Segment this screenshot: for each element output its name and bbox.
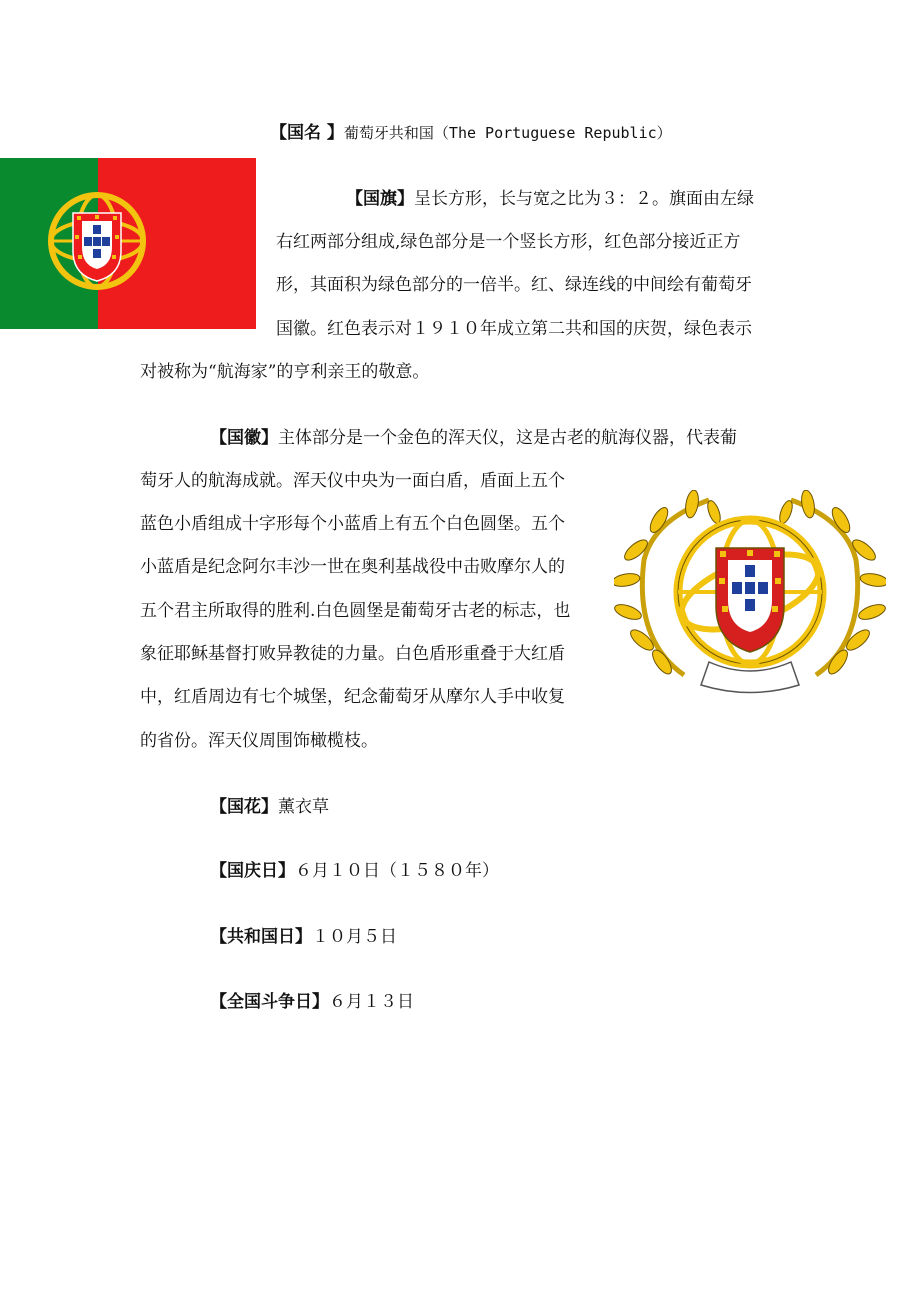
- emblem-line-2: 萄牙人的航海成就。浑天仪中央为一面白盾，盾面上五个: [140, 471, 565, 491]
- emblem-text-1: 主体部分是一个金色的浑天仪，这是古老的航海仪器，代表葡: [278, 428, 737, 448]
- emblem-line-1: [210, 426, 737, 450]
- flower-row: [210, 795, 329, 819]
- republic-day-label: 【共和国日】: [210, 927, 312, 947]
- national-day-value: ６月１０日（１５８０年）: [295, 861, 499, 881]
- national-day-row: [210, 859, 499, 883]
- flag-line-3: 形，其面积为绿色部分的一倍半。红、绿连线的中间绘有葡萄牙: [276, 275, 752, 295]
- portugal-flag-image: [0, 158, 256, 329]
- emblem-line-4: 小蓝盾是纪念阿尔丰沙一世在奥利基战役中击败摩尔人的: [140, 557, 565, 577]
- flag-line-1: [346, 187, 754, 211]
- flower-value: 薰衣草: [278, 797, 329, 817]
- coat-of-arms-image: [614, 490, 886, 700]
- emblem-line-7: 中，红盾周边有七个城堡，纪念葡萄牙从摩尔人手中收复: [140, 687, 565, 707]
- republic-day-row: [210, 925, 397, 949]
- republic-day-value: １０月５日: [312, 927, 397, 947]
- flag-line-2: 右红两部分组成,绿色部分是一个竖长方形，红色部分接近正方: [276, 232, 741, 252]
- flag-line-4: 国徽。红色表示对１９１０年成立第二共和国的庆贺，绿色表示: [276, 319, 752, 339]
- country-name-label: 【国名 】: [270, 123, 344, 143]
- emblem-label: 【国徽】: [210, 428, 278, 448]
- flower-label: 【国花】: [210, 797, 278, 817]
- struggle-day-label: 【全国斗争日】: [210, 992, 329, 1012]
- emblem-line-8: 的省份。浑天仪周围饰橄榄枝。: [140, 731, 378, 751]
- country-name-value: 葡萄牙共和国（The Portuguese Republic）: [343, 124, 672, 142]
- country-name-row: [270, 121, 672, 145]
- flag-label: 【国旗】: [346, 189, 414, 209]
- flag-line-5: 对被称为“航海家”的亨利亲王的敬意。: [140, 362, 430, 382]
- emblem-line-6: 象征耶稣基督打败异教徒的力量。白色盾形重叠于大红盾: [140, 644, 565, 664]
- struggle-day-row: [210, 990, 414, 1014]
- emblem-line-5: 五个君主所取得的胜利.白色圆堡是葡萄牙古老的标志，也: [140, 601, 571, 621]
- emblem-line-3: 蓝色小盾组成十字形每个小蓝盾上有五个白色圆堡。五个: [140, 514, 565, 534]
- struggle-day-value: ６月１３日: [329, 992, 414, 1012]
- national-day-label: 【国庆日】: [210, 861, 295, 881]
- flag-text-1: 呈长方形，长与宽之比为３：２。旗面由左绿: [414, 189, 754, 209]
